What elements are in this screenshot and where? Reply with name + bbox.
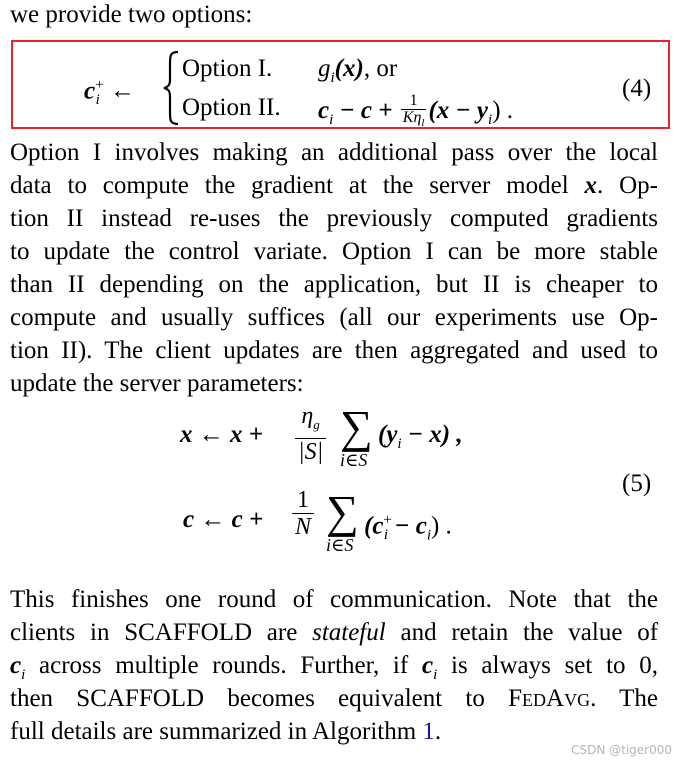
eq4-brace xyxy=(162,50,182,126)
para2-line5: full details are summarized in Algorithm 1. xyxy=(10,718,442,745)
eq4-option1-expr: $g_i(x)$, or xyxy=(318,55,398,86)
para2-line3: $c_i$ across multiple rounds. Further, if $c_i$ is always set to 0, xyxy=(10,652,659,683)
para1-line8: update the server parameters: xyxy=(10,370,304,397)
eq4-option2: Option II. xyxy=(182,94,281,121)
para1-line4: to update the control variate. Option I can be more stable xyxy=(10,238,658,265)
eq5-row2-lhs: c ← c + xyxy=(183,506,264,533)
para1-line5: than II depending on the application, but II is cheaper to xyxy=(10,271,658,298)
eq4-number: (4) xyxy=(622,75,652,102)
watermark: CSDN @tiger000 xyxy=(571,743,672,757)
para2-line2: clients in SCAFFOLD are stateful and retain the value of xyxy=(10,619,659,646)
para1-line3: tion II instead re-uses the previously computed gradients xyxy=(10,205,658,232)
intro-line: we provide two options: xyxy=(10,1,253,28)
para1-line1: Option I involves making an additional pass over the local xyxy=(10,139,658,166)
eq4-option1: Option I. xyxy=(182,55,273,82)
eq4-fraction: $\frac{1}{K\eta_l}$ xyxy=(402,92,425,130)
eq5-row1-fraction: $\frac{\eta_g}{|S|}$ xyxy=(295,403,326,465)
para1-line6: compute and usually suffices (all our experiments use Op- xyxy=(10,304,658,331)
eq5-row1-body: $(y_i - x)$ , xyxy=(378,421,463,452)
eq4-option2-expr: $c_i - c$ + $\frac{1}{K\eta_l}$ $(x - y_i)$ . xyxy=(318,92,514,130)
eq5-row1-sum: ∑ xyxy=(340,401,373,452)
eq5-number: (5) xyxy=(622,470,652,497)
eq5-row2-sum-sub: i∈S xyxy=(326,535,354,555)
eq5-row1-lhs: x ← x + xyxy=(180,421,263,448)
eq5-row2-sum: ∑ xyxy=(326,486,359,537)
eq5-row1-sum-sub: i∈S xyxy=(340,450,368,470)
para1-line2: data to compute the gradient at the server model x. Op- xyxy=(10,172,658,199)
eq4-lhs: $c^+_i$ ← xyxy=(84,77,135,109)
para2-line4: then SCAFFOLD becomes equivalent to FedAvg. The xyxy=(10,685,659,712)
para1-line7: tion II). The client updates are then aggregated and used to xyxy=(10,337,658,364)
para2-line1: This finishes one round of communication. Note that the xyxy=(10,586,658,613)
eq5-row2-fraction: $\frac{1}{N}$ xyxy=(292,487,314,540)
algorithm-link[interactable]: 1 xyxy=(422,718,435,745)
eq5-row2-body: $(c^+_i - c_i)$ . xyxy=(364,512,452,544)
